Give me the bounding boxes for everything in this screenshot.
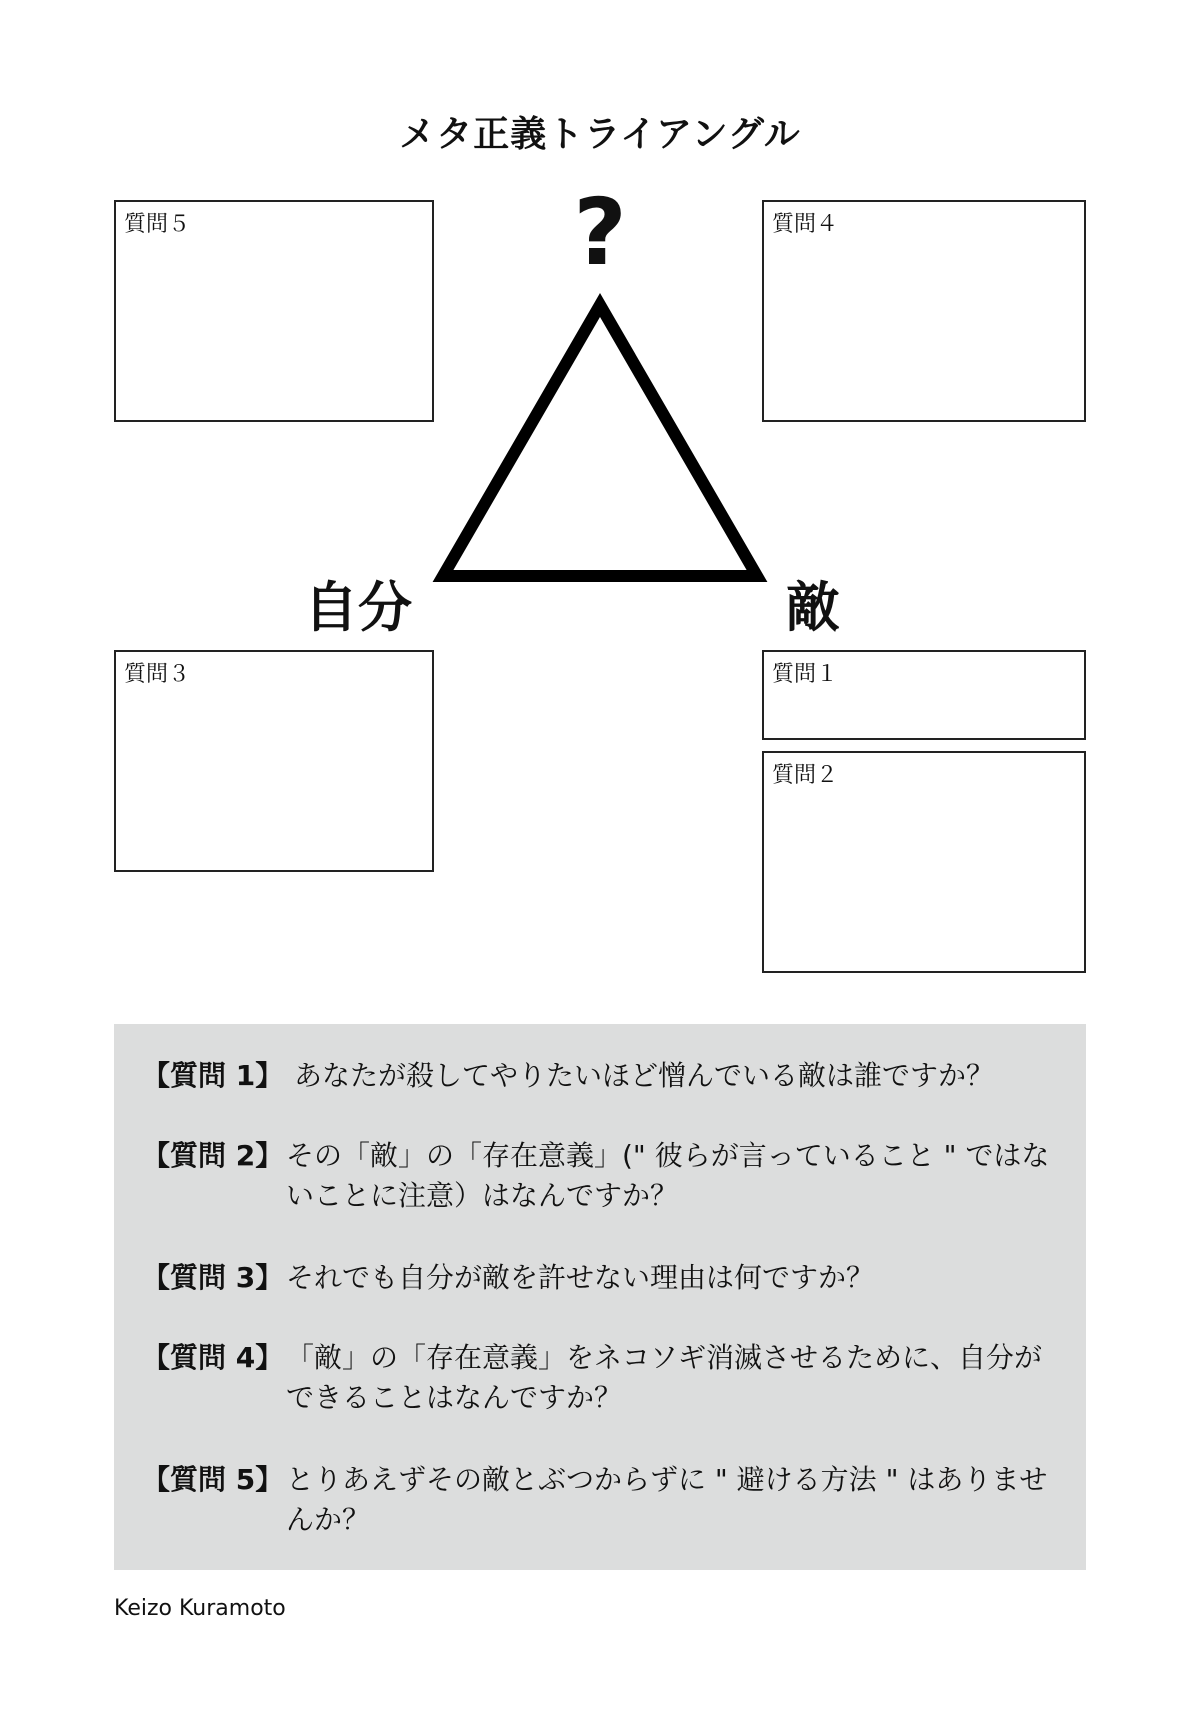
question-text-5: とりあえずその敵とぶつからずに " 避ける方法 " はありませんか？ (286, 1463, 1048, 1536)
question-heading-2: 【質問 2】 (142, 1139, 284, 1172)
enemy-label: 敵 (786, 576, 840, 639)
box-label-question-1: 質問１ (772, 662, 839, 687)
answer-box-question-1[interactable] (762, 650, 1086, 740)
question-heading-5: 【質問 5】 (142, 1463, 284, 1496)
box-label-question-5: 質問５ (124, 212, 191, 237)
question-heading-3: 【質問 3】 (142, 1261, 284, 1294)
question-text-2: その「敵」の「存在意義」(" 彼らが言っていること " ではないことに注意）はなんですか？ (286, 1139, 1050, 1212)
answer-box-question-4[interactable] (762, 200, 1086, 422)
question-text-1: あなたが殺してやりたいほど憎んでいる敵は誰ですか？ (294, 1059, 995, 1092)
author-credit: Keizo Kuramoto (114, 1596, 286, 1621)
answer-box-question-3[interactable] (114, 650, 434, 872)
question-text-3: それでも自分が敵を許せない理由は何ですか？ (286, 1261, 875, 1294)
question-heading-1: 【質問 1】 (142, 1059, 284, 1092)
answer-box-question-5[interactable] (114, 200, 434, 422)
box-label-question-4: 質問４ (772, 212, 839, 237)
answer-box-question-2[interactable] (762, 751, 1086, 973)
triangle-shape (443, 305, 757, 576)
question-mark-label: ? (573, 179, 627, 286)
page-title: メタ正義トライアングル (399, 114, 801, 155)
box-label-question-3: 質問３ (124, 662, 191, 687)
question-text-4: 「敵」の「存在意義」をネコソギ消滅させるために、自分ができることはなんですか？ (286, 1341, 1043, 1414)
self-label: 自分 (304, 576, 412, 639)
question-heading-4: 【質問 4】 (142, 1341, 284, 1374)
box-label-question-2: 質問２ (772, 763, 839, 788)
questions-panel (114, 1024, 1086, 1570)
